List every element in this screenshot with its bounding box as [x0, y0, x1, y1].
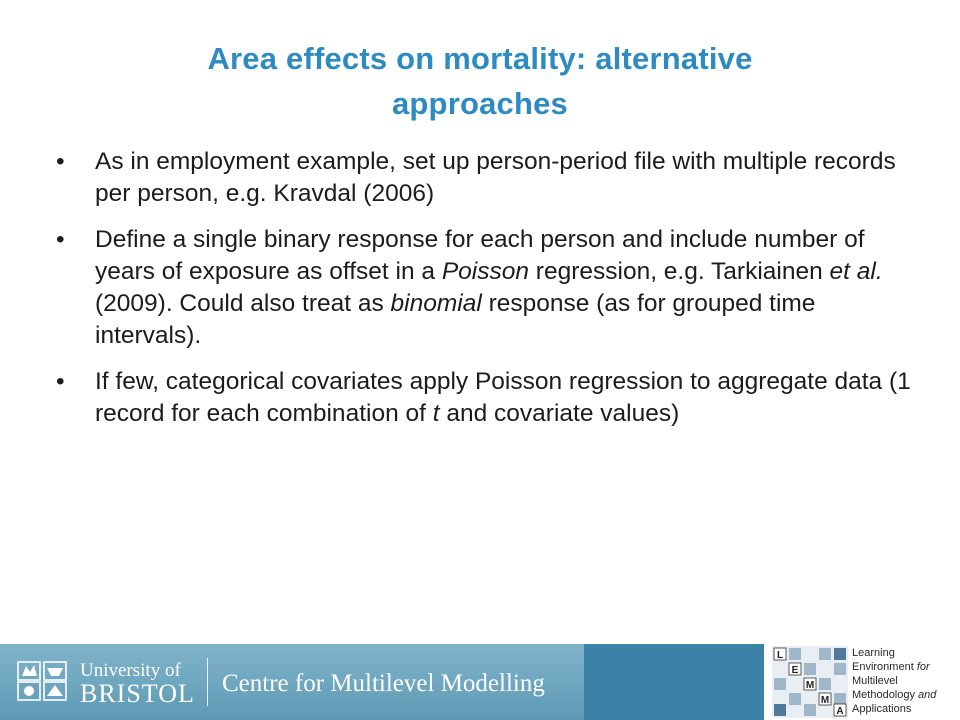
lemma-letter: A — [836, 706, 844, 717]
bullet-icon: • — [56, 368, 65, 395]
bullet-text: Define a single binary response for each person and include number of years of exposure as offset in a Poisson regression, e.g. Tarkiainen et al. (2009). Could also treat as binomial response (as for grouped time intervals). — [95, 226, 883, 349]
footer-accent-block — [584, 644, 764, 720]
bullet-icon: • — [56, 226, 65, 253]
footer-banner — [0, 644, 960, 720]
lemma-letter: M — [820, 695, 830, 706]
lemma-line: Learning — [852, 647, 895, 659]
lemma-line: Methodology and — [852, 689, 937, 701]
lemma-letter: E — [791, 665, 799, 676]
bristol-banner — [0, 644, 584, 720]
lemma-letter: M — [805, 680, 815, 691]
bullet-item — [56, 146, 916, 210]
lemma-letter: L — [776, 650, 784, 661]
bullet-icon: • — [56, 148, 65, 175]
lemma-logo — [764, 644, 960, 720]
university-logo-text: University of BRISTOL — [80, 660, 195, 708]
lemma-line: Applications — [852, 703, 912, 715]
footer-divider — [207, 658, 208, 706]
lemma-line: Environment for — [852, 661, 930, 673]
centre-name: Centre for Multilevel Modelling — [222, 670, 545, 697]
lemma-logo-text — [852, 646, 936, 716]
bullet-item — [56, 366, 916, 430]
bullet-text: As in employment example, set up person-period file with multiple records per person, e.g. Kravdal (2006) — [95, 148, 896, 207]
lemma-grid-icon — [772, 646, 848, 718]
university-crest-icon — [16, 660, 72, 702]
bullet-item — [56, 224, 916, 352]
bullet-list — [56, 146, 916, 444]
slide-title: Area effects on mortality: alternative approaches — [207, 41, 753, 121]
lemma-line: Multilevel — [852, 675, 898, 687]
bullet-text: If few, categorical covariates apply Poisson regression to aggregate data (1 record for each combination of t and covariate values) — [95, 368, 911, 427]
